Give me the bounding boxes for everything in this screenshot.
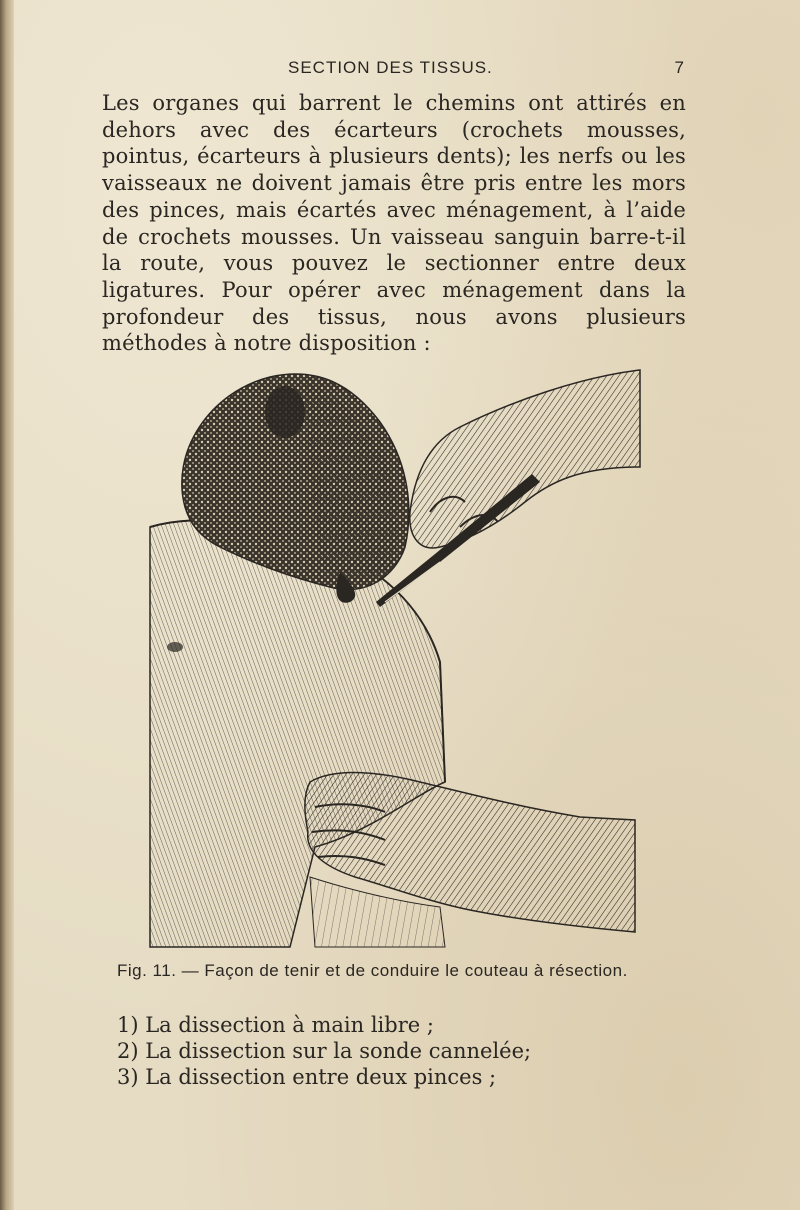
header-title: SECTION DES TISSUS. — [288, 58, 493, 77]
methods-list — [117, 1012, 677, 1090]
upper-hand-shape — [410, 370, 640, 548]
figure-engraving — [140, 362, 650, 957]
list-item: 3) La dissection entre deux pinces ; — [117, 1065, 497, 1089]
body-paragraph: Les organes qui barrent le chemins ont attirés en dehors avec des écarteurs (crochets mousses, pointus, écarteurs à plusieurs dents); les nerfs ou les vaisseaux ne doivent jamais être pris entre les mors des pinces, mais écartés avec ménagement, à l’aide de crochets mousses. Un vaisseau sanguin barre-t-il la route, vous pouvez le sectionner entre deux ligatures. Pour opérer avec ménagement dans la profondeur des tissus, nous avons plusieurs méthodes à notre disposition : — [102, 91, 686, 356]
list-item: 1) La dissection à main libre ; — [117, 1013, 434, 1037]
page-gutter — [0, 0, 14, 1210]
engraving-illustration — [140, 362, 650, 957]
running-header — [100, 56, 685, 82]
list-item: 2) La dissection sur la sonde cannelée; — [117, 1039, 532, 1063]
page-number: 7 — [674, 58, 685, 77]
figure-caption: Fig. 11. — Façon de tenir et de conduire le couteau à résection. — [117, 961, 628, 980]
